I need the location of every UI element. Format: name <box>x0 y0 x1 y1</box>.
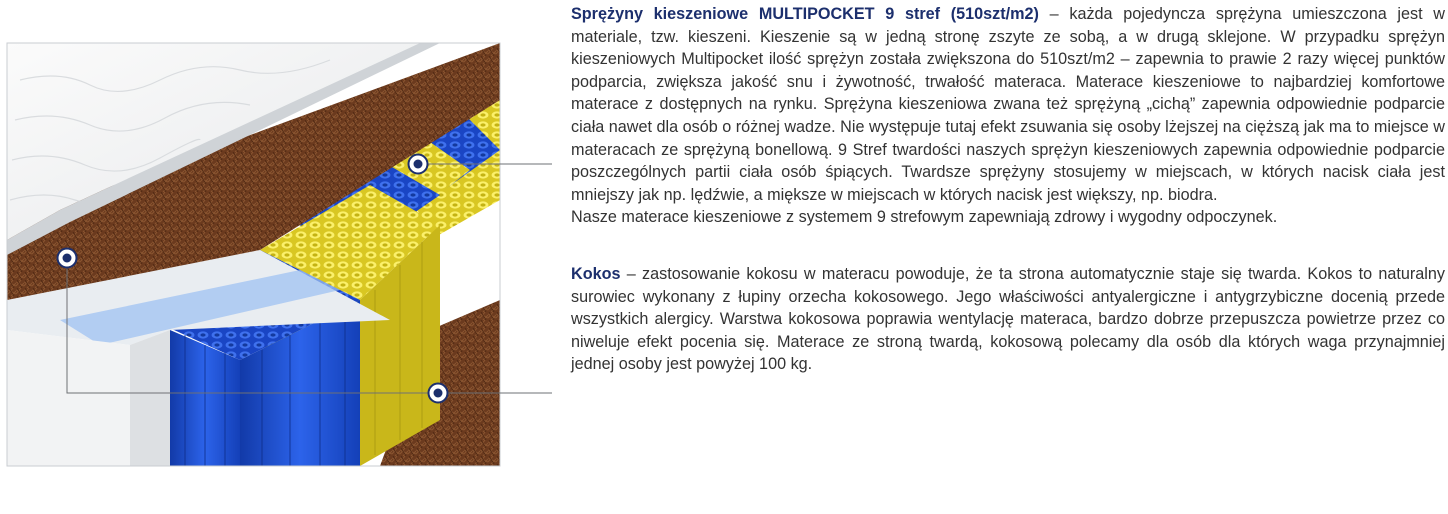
springs-body: – każda pojedyncza sprężyna umieszczona jest w materiale, tzw. kieszeni. Kieszenie są w jedną stronę zszyte ze sobą, a w drugą sklejone. W przypadku sprężyn kieszeniowych Multipocket ilość sprężyn została zwiększona do 510szt/m2 – zapewnia to prawie 2 razy więcej punktów podparcia, zwiększa jakość snu i żywotność, trwałość materaca. Materace kieszeniowe to najbardziej komfortowe materace z dostępnych na rynku. Sprężyna kieszeniowa zwana też sprężyną „cichą” zapewnia odpowiednie podparcie ciała nawet dla osób o różnej wadze. Nie występuje tutaj efekt zsuwania się osoby lżejszej na cięższą jak ma to miejsce w materacach ze sprężyną bonellową. 9 Stref twardości naszych sprężyn kieszeniowych zapewnia odpowiednie podparcie poszczególnych partii ciała osób śpiących. Twardsze sprężyny stosujemy w miejscach, w których nacisk ciała jest mniejszy jak np. lędźwie, a miększe w miejscach w których nacisk jest większy, np. biodra. <box>571 5 1446 204</box>
marker-dot-icon <box>409 155 428 174</box>
marker-dot-icon <box>429 384 448 403</box>
springs-summary: Nasze materace kieszeniowe z systemem 9 strefowym zapewniają zdrowy i wygodny odpoczynek. <box>571 208 1278 227</box>
coconut-description <box>571 263 1445 376</box>
mattress-illustration <box>0 0 560 514</box>
coconut-body: – zastosowanie kokosu w materacu powoduje, że ta strona automatycznie staje się twarda. Kokos to naturalny surowiec wykonany z łupiny orzecha kokosowego. Jego właściwości antyalergiczne i antygrzybiczne docenią przede wszystkich alergicy. Warstwa kokosowa poprawia wentylację materaca, bardzo dobrze przepuszcza powietrze przez co niweluje efekt pocenia się. Materace ze stroną twardą, kokosową polecamy dla osób dla których waga przynajmniej jednej osoby jest powyżej 100 kg. <box>571 264 1445 374</box>
marker-dot-icon <box>58 249 77 268</box>
description-column <box>571 3 1445 376</box>
springs-heading: Sprężyny kieszeniowe MULTIPOCKET 9 stref (510szt/m2) <box>571 5 1039 23</box>
coconut-heading: Kokos <box>571 264 621 283</box>
springs-description <box>571 3 1445 206</box>
mattress-cross-section <box>0 0 560 514</box>
